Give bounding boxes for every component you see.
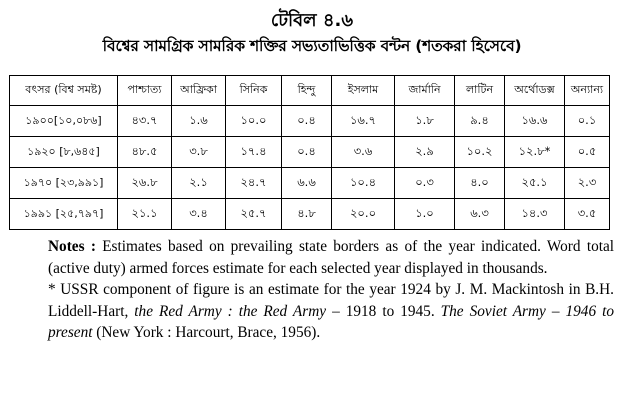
table-header-row <box>10 76 610 106</box>
table-cell: ৪.৮ <box>282 199 332 230</box>
table-cell: ৯.৪ <box>455 106 505 137</box>
table-cell: ১০.২ <box>455 137 505 168</box>
table-cell: ১৭.৪ <box>226 137 282 168</box>
table-cell: ০.৫ <box>565 137 610 168</box>
table-cell: ০.৪ <box>282 106 332 137</box>
header-western: পাশ্চাত্য <box>118 76 172 106</box>
footnote-title-red-army: the Red Army : the Red Army <box>134 302 327 320</box>
footnote-paragraph <box>48 279 614 344</box>
notes-paragraph <box>48 236 614 279</box>
military-share-table <box>9 75 610 230</box>
table-subtitle: বিশ্বের সামগ্রিক সামরিক শক্তির সভ্যতাভিত্তিক বন্টন (শতকরা হিসেবে) <box>102 37 522 55</box>
table-cell: ২৪.৭ <box>226 168 282 199</box>
table-cell: ৩.৫ <box>565 199 610 230</box>
footnote-text: * USSR component of figure is an estimate for the year 1924 by J. M. Mackintosh in B.H. Liddell-Hart, <box>48 281 614 320</box>
table-cell: ৬.৩ <box>455 199 505 230</box>
table-cell: ৩.৪ <box>172 199 226 230</box>
table-cell: ১.৮ <box>395 106 455 137</box>
header-year: বৎসর (বিশ্ব সমষ্ট) <box>10 76 118 106</box>
table-cell: ২.১ <box>172 168 226 199</box>
header-latin: লাটিন <box>455 76 505 106</box>
table-cell: ২.৯ <box>395 137 455 168</box>
header-islamic: ইসলাম <box>332 76 395 106</box>
table-cell: ৪.০ <box>455 168 505 199</box>
table-cell: ১৯৯১ [২৫,৭৯৭] <box>10 199 118 230</box>
table-row <box>10 199 610 230</box>
table-cell: ২৬.৮ <box>118 168 172 199</box>
table-row <box>10 137 610 168</box>
table-cell: ০.৩ <box>395 168 455 199</box>
header-orthodox: অর্থোডক্স <box>505 76 565 106</box>
table-cell: ২.৩ <box>565 168 610 199</box>
table-cell: ১৬.৬ <box>505 106 565 137</box>
header-african: আফ্রিকা <box>172 76 226 106</box>
header-sinic: সিনিক <box>226 76 282 106</box>
table-row <box>10 106 610 137</box>
table-row <box>10 168 610 199</box>
footnote-text: – 1918 to 1945. <box>326 302 441 320</box>
table-cell: ২০.০ <box>332 199 395 230</box>
notes-label: Notes : <box>48 238 96 255</box>
table-cell: ২৫.৭ <box>226 199 282 230</box>
table-cell: ১.০ <box>395 199 455 230</box>
table-cell: ০.৪ <box>282 137 332 168</box>
header-japanese: জার্মানি <box>395 76 455 106</box>
table-cell: ১৪.৩ <box>505 199 565 230</box>
table-cell: ১৯২০ [৮,৬৪৫] <box>10 137 118 168</box>
header-other: অন্যান্য <box>565 76 610 106</box>
table-cell: ৩.৬ <box>332 137 395 168</box>
table-cell: ০.১ <box>565 106 610 137</box>
table-cell: ১০.০ <box>226 106 282 137</box>
table-cell: ১৬.৭ <box>332 106 395 137</box>
footnote-title-soviet-army: The Soviet Army – 1946 to present <box>48 302 614 341</box>
table-cell: ১৯৭০ [২৩,৯৯১] <box>10 168 118 199</box>
table-cell: ১.৬ <box>172 106 226 137</box>
table-cell: ১০.৪ <box>332 168 395 199</box>
table-cell: ৪৩.৭ <box>118 106 172 137</box>
table-title: টেবিল ৪.৬ <box>270 10 354 31</box>
footnote-text: (New York : Harcourt, Brace, 1956). <box>92 324 321 341</box>
table-cell: ৩.৮ <box>172 137 226 168</box>
table-notes <box>48 236 614 344</box>
table-cell: ১৯০০[১০,০৮৬] <box>10 106 118 137</box>
header-hindu: হিন্দু <box>282 76 332 106</box>
table-cell: ২১.১ <box>118 199 172 230</box>
notes-text: Estimates based on prevailing state borders as of the year indicated. Word total (active duty) armed forces estimate for each selected year displayed in thousands. <box>48 238 615 277</box>
table-cell: ৬.৬ <box>282 168 332 199</box>
table-cell: ১২.৮* <box>505 137 565 168</box>
table-cell: ২৫.১ <box>505 168 565 199</box>
table-cell: ৪৮.৫ <box>118 137 172 168</box>
